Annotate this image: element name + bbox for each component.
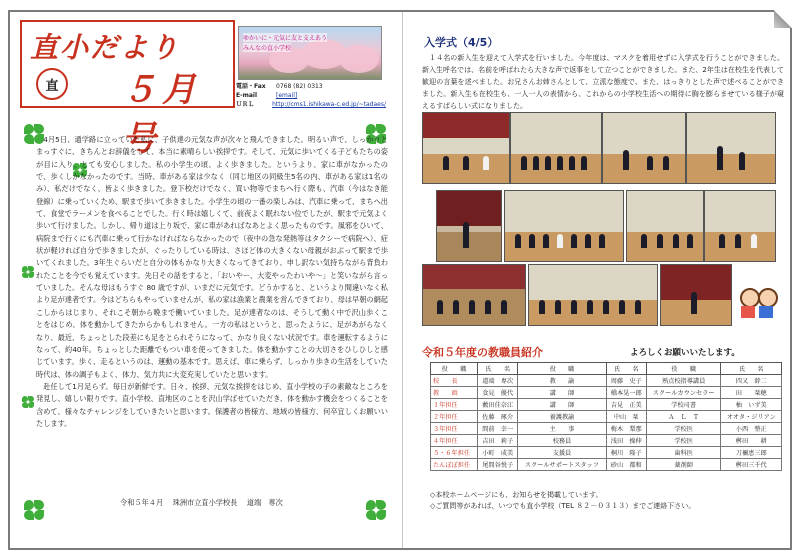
note-homepage: ◇本校ホームページにも、お知らせを掲載しています。 [430,491,603,499]
principal-message [36,134,388,430]
ceremony-photo [422,264,526,326]
email-label: E-mail [236,92,258,99]
ceremony-photo [704,190,776,262]
staff-name-cell: 吉田 莉子 [478,435,518,447]
school-emblem-icon: 直 [36,68,68,100]
header-cell: 氏 名 [478,363,518,375]
staff-role-cell: 講 師 [518,399,606,411]
email-link[interactable]: [email] [276,92,298,99]
notes [430,490,695,512]
issue-month: ５月号 [122,70,202,159]
children-illustration [738,282,778,322]
staff-role-cell: ５・６年担任 [431,447,478,459]
staff-role-cell: 教 諭 [518,375,606,387]
staff-role-cell: １年担任 [431,399,478,411]
staff-role-cell: 薬剤師 [646,459,721,471]
staff-name-cell: 四又 幹二 [721,375,782,387]
staff-name-cell: 尾間谷悦子 [478,459,518,471]
school-photo-banner [238,26,382,80]
staff-role-cell: Ａ Ｌ Ｔ [646,411,721,423]
staff-role-cell: たんぽぽ担任 [431,459,478,471]
staff-table-row [431,411,782,423]
staff-role-cell: スクールサポートスタッフ [518,459,606,471]
staff-name-cell: 小西 整正 [721,423,782,435]
staff-name-cell: オオタ・ジリアン [721,411,782,423]
staff-name-cell: 桝田 耕 [721,435,782,447]
staff-table-row [431,459,782,471]
clover-icon [22,396,34,408]
entrance-paragraph: １４名の新入生を迎えて入学式を行いました。今年度は、マスクを着用せずに入学式を行うことができました。新入生呼名では、名前を呼ばれたら大きな声で返事をして立つことができました。また、2年生は在校生を代表して歓迎の言葉を述べました。お兄さんお姉さんとして、立派な態度で、また、はっきりとした声で述べることができました。新入生も在校生も、一人一人の表情から、これからの小学校生活への期待に胸を膨らませている様子が窺えるすばらしい式になりました。 [422,54,784,110]
ceremony-photo [660,264,732,326]
header-cell: 氏 名 [606,363,646,375]
banner-slogan-1: ゆかいに・元気に友と支えあう [243,35,328,42]
ceremony-photo [436,190,502,262]
staff-role-cell: 教 頭 [431,387,478,399]
staff-name-cell: 梅木 梨那 [606,423,646,435]
homepage-link[interactable]: http://cms1.ishikawa-c.ed.jp/~tadaes/ [272,101,386,108]
ceremony-photo [528,264,658,326]
staff-name-cell: 中山 栞 [606,411,646,423]
newsletter-title: 直小だより [30,31,181,64]
staff-name-cell: 田 栞穂 [721,387,782,399]
staff-role-cell: 学校医 [646,423,721,435]
newsletter-page [8,10,792,550]
staff-role-cell: ４年担任 [431,435,478,447]
staff-name-cell: 佐藤 琢介 [478,411,518,423]
staff-name-cell: 浅田 操伸 [606,435,646,447]
staff-table-header [431,363,782,375]
clover-icon [366,500,386,520]
staff-name-cell: 周藤 史子 [606,375,646,387]
staff-name-cell: 間前 幸一 [478,423,518,435]
staff-table-row [431,387,782,399]
staff-name-cell: 桐川 隆子 [606,447,646,459]
header-cell: 氏 名 [721,363,782,375]
tel-value: 0768 (82) 0313 [276,83,323,90]
staff-name-cell: 橋本晃一郎 [606,387,646,399]
column-divider [402,12,403,548]
staff-role-cell: 学校司書 [646,399,721,411]
staff-name-cell: 小町 成美 [478,447,518,459]
staff-role-cell: 支援員 [518,447,606,459]
staff-table-row [431,447,782,459]
message-paragraph-2: 赴任して1月足らず。毎日が新鮮です。日々、挨拶、元気な挨拶をはじめ、直小学校の子の素敵なところを発見し、嬉しい限りです。直小学校、直地区のことを沢山学ばせていただき、体を動かす機会をつくることを含めて、様々なチャレンジをしていきたいと思います。保護者の皆様方、地域の皆様方、何卒宜しくお願いいたします。 [36,381,388,428]
staff-name-cell: 砂山 都和 [606,459,646,471]
message-paragraph-1: 4月5日、通学路に立っていた私に、子供達の元気な声が次々と飛んできました。明るい声で、しっかりとまっすぐに、きちんとお辞儀をして、本当に素晴らしい挨拶です。そして、元気に歩いてくる子どもたちの姿が目に入り、とても安心しました。私の小学生の頃、よく歩きました。というより、家に車がなかったので、歩くしかなかったのです。当時、車がある家は少なく（同じ地区の同級生5名の内、車がある家は1名のみ）、私だけでなく、皆よく歩きました。登下校だけでなく、買い物等でまちへ行く際も、汽車（今はなき能登線）に乗っていくため、駅まで歩いて歩きました。小学生の頃の一番の楽しみは、汽車に乗って、まちへ出て、食堂でラーメンを食べることでした。行く時は嬉しくて、前夜よく眠れない位でしたが、駅まで元気よく歩いて行けました。しかし、帰り道は上り坂で、家に車があればなあとよく思ったものです。風邪をひいて、病院まで行くにも汽車に乗って行かなければならなかったので（夜中の急な発熱等はタクシーで病院へ）、症状が軽ければ自分で歩きましたが、ぐったりしている時は、さほど体の大きくない母親がおぶって駅まで歩いてくれました。3年生ぐらいだと自分の体もかなり大きくなってきており、申し訳ない気持ちながら背負われたことを今でも覚えています。先日その話をすると、「おいやー、大変やったわいや〜」と笑いながら言っていました。そんな母はもうすぐ 80 歳ですが、いまだに元気です。どうかすると、というより間違いなく私より足が達者です。今はどちらもやっていませんが、私の家は漁業と農業を営んできており、母は早朝の網起こしからはじまり、それこそ朝から晩まで働いていました。足が達者なのは、そうして動く中で沢山歩くことをはじめ、体を動かしてきたからかもしれません。一方の私はというと、思ったように、足があがらなくなり、最近、ちょっとした段差にも足をとられそうになって、かなり良くない状況です。車を運転するようになって、約40年。ちょっとした距離でもつい車を使ってきました。体を動かすことの大切さをひしひしと感じています。歩く、走るというのは、運動の基本です。思えば、車に乗らず、しっかり歩きの生活をしていた時代は、体の調子もよく、体力、気力共に大変充実していたと思います。 [36,135,388,379]
url-label: ＵＲＬ [236,101,255,108]
header-cell: 役 職 [431,363,478,375]
note-contact: ◇ご質問等があれば、いつでも直小学校（TEL ８２－０３１３）までご連絡下さい。 [430,502,696,510]
tel-label: 電話・Fax [236,83,266,90]
page-fold-corner [774,10,792,28]
staff-name-cell: 柚 いず美 [721,399,782,411]
contact-info [236,82,386,109]
signoff-school: 珠洲市立直小学校長 [172,498,238,507]
staff-table-row [431,399,782,411]
header-cell: 役 職 [518,363,606,375]
staff-role-cell: 主 事 [518,423,606,435]
ceremony-photo [422,112,510,184]
entrance-ceremony-heading: 入学式（4/5） [424,36,499,49]
staff-name-cell: 刀禰恵三郎 [721,447,782,459]
message-signoff [120,498,283,508]
staff-role-cell: ２年担任 [431,411,478,423]
staff-role-cell: 熟点校指導講員 [646,375,721,387]
staff-name-cell: 桝田三千代 [721,459,782,471]
entrance-ceremony-text [422,52,784,112]
ceremony-photo [686,112,776,184]
staff-table [430,362,782,471]
banner-slogan-2: みんなの直小学校 [243,45,292,52]
staff-table-row [431,435,782,447]
staff-role-cell: 校 長 [431,375,478,387]
header-cell: 役 職 [646,363,721,375]
clover-icon [22,266,34,278]
staff-intro-subtitle: よろしくお願いいたします。 [630,348,740,358]
ceremony-photo [626,190,704,262]
ceremony-photo [504,190,624,262]
clover-icon [24,500,44,520]
staff-role-cell: ３年担任 [431,423,478,435]
signoff-name: 道端 専次 [246,498,283,507]
ceremony-photo [602,112,686,184]
staff-role-cell: 校務員 [518,435,606,447]
staff-role-cell: 養護教諭 [518,411,606,423]
staff-role-cell: 講 師 [518,387,606,399]
staff-name-cell: 食見 優代 [478,387,518,399]
staff-table-row [431,423,782,435]
staff-role-cell: 学校医 [646,435,721,447]
staff-table-row [431,375,782,387]
newsletter-title-box [20,20,235,159]
staff-role-cell: 歯科医 [646,447,721,459]
staff-intro-title: 令和５年度の教職員紹介 [422,346,543,359]
ceremony-photo [510,112,602,184]
staff-name-cell: 藪田佳奈江 [478,399,518,411]
staff-name-cell: 吉見 正美 [606,399,646,411]
staff-role-cell: スクールカウンセラー [646,387,721,399]
signoff-date: 令和５年４月 [120,498,164,507]
staff-name-cell: 道端 専次 [478,375,518,387]
